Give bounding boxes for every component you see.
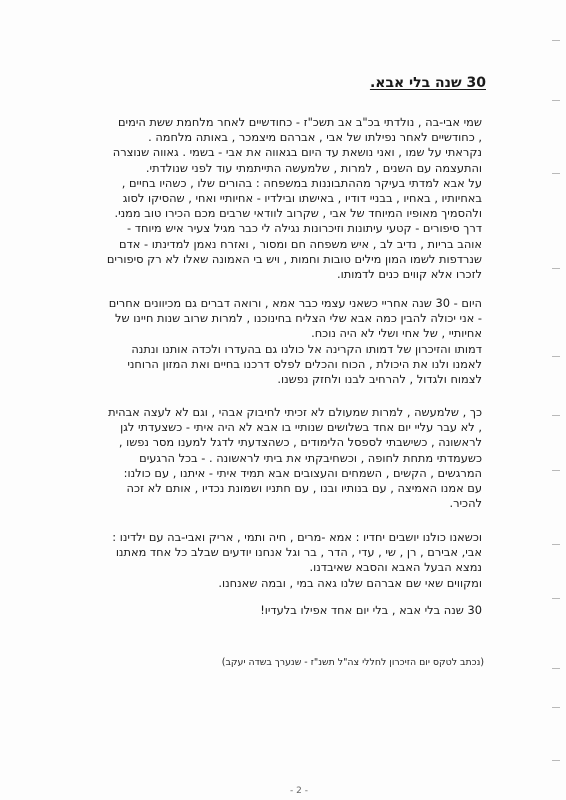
text-line: , כחודשיים לאחר נפילתו של אבי , אברהם מיצמכר , באותה מלחמה . <box>148 130 482 145</box>
margin-tick <box>552 544 560 545</box>
text-line: שנרדפות לשמו המון מילים טובות וחמות , ויש בי האמונה שאלו לא רק סיפורים <box>106 251 482 266</box>
text-line: ולהסמיך מאופיו המיוחד של אבי , שקרוב לוודאי שרבים מכם הכירו טוב ממני. <box>114 206 482 221</box>
text-line: כך , שלמעשה , למרות שמעולם לא זכיתי לחיבוק אבהי , וגם לא לעצה אבהית <box>108 405 482 419</box>
margin-tick <box>552 668 560 669</box>
margin-tick <box>552 760 560 761</box>
text-line: וכשאנו כולנו יושבים יחדיו : אמא -מרים , חיה ותמי , אריק ואבי-בה עם ילדינו : <box>112 530 482 544</box>
paragraph-closing <box>82 603 482 618</box>
text-line: נמצא הבעל האבא והסבא שאיבדנו. <box>309 560 482 575</box>
paragraph-family <box>82 530 482 591</box>
text-line: דמותו והזיכרון של דמותו הקרינה אל כולנו גם בהעדרו ולכדה אותנו ונתנה <box>131 341 482 356</box>
margin-tick <box>552 268 560 269</box>
text-line: באחיותיו , באחיו , בבניי דודיו , באישתו ובילדיו - אחיותיי ואחי , שהסיקו לסוג <box>122 191 482 206</box>
text-line: דרך סיפורים - קטעי עיתונות וזיכרונות נגילה לי כבר מגיל צעיר איש מיוחד - <box>127 221 482 236</box>
text-line: לצמוח ולגדול , להרחיב לבנו ולחזק נפשנו. <box>277 372 482 387</box>
page-number: - 2 - <box>290 786 308 796</box>
text-line: - אני יכולה להבין כמה אבא שלי הצליח בחינוכנו , למרות שרוב שנות חיינו של <box>115 311 482 326</box>
margin-tick <box>552 100 560 101</box>
footnote: (נכתב לטקס יום הזיכרון לחללי צה"ל תשנ"ז - שנערך בשדה יעקב) <box>221 657 484 668</box>
document-title: 30 שנה בלי אבא. <box>369 75 486 91</box>
text-line: , לא עבר עליי יום אחד בשלושים שנותיי בו אבא לא היה איתי - כשצעדתי לגן <box>120 420 482 435</box>
text-line: אבי, אבירם , רן , שי , עדי , הדר , בר וגל אנחנו יודעים שבלב כל אחד מאתנו <box>115 545 482 560</box>
text-line: והתעצמה עם השנים , למרות , שלמעשה התייתמתי עוד לפני שנולדתי. <box>145 160 482 175</box>
text-line: ומקווים שאי שם אברהם שלנו גאה במי , ובמה שאנחנו. <box>218 575 482 590</box>
text-line: שמי אבי-בה , נולדתי בכ"ב אב תשכ"ז - כחודשיים לאחר מלחמת ששת הימים <box>117 115 482 129</box>
text-line: אחיותיי , של אחי ושלי לא היה נוכח. <box>311 326 482 341</box>
margin-tick <box>552 598 560 599</box>
margin-tick <box>552 470 560 471</box>
text-line: עם אמנו האמיצה , עם בנותיו ובנו , עם חתניו ושמונת נכדיו , אותם לא זכה <box>126 481 482 496</box>
text-line: לראשונה , כשישבתי לספסל הלימודים , כשהצדעתי לדגל למענו מסר נפשו , <box>118 435 482 450</box>
paragraph-today <box>82 296 482 387</box>
paragraph-intro <box>82 115 482 282</box>
text-line: כשעמדתי מתחת לחופה , וכשחיבקתי את ביתי לראשונה . - בכל הרגעים <box>139 450 482 465</box>
text-line: 30 שנה בלי אבא , בלי יום אחד אפילו בלעדיו! <box>260 603 482 617</box>
margin-tick <box>552 707 560 708</box>
text-line: להכיר. <box>449 496 482 511</box>
text-line: לזכרו אלא קווים כנים לדמותו. <box>337 267 482 282</box>
margin-tick <box>552 356 560 357</box>
margin-tick <box>552 173 560 174</box>
text-line: המרגשים , הקשים , השמחים והעצובים אבא תמיד איתי - איתנו , עם כולנו: <box>123 465 482 480</box>
text-line: נקראתי על שמו , ואני נושאת עד היום בגאווה את אבי - בשמי . גאווה שנוצרה <box>112 145 482 160</box>
text-line: לאמנו ולנו את היכולת , הכוח והכלים לפלס דרכנו בחיים ואת המזון הרוחני <box>127 356 482 371</box>
margin-tick <box>552 415 560 416</box>
margin-tick <box>552 40 560 41</box>
paragraph-always-with-us <box>82 405 482 511</box>
text-line: היום - 30 שנה אחריי כשאני עצמי כבר אמא , ורואה דברים גם מכיוונים אחרים <box>108 296 482 310</box>
text-line: על אבא למדתי בעיקר מההתבוננות במשפחה : בהורים שלו , כשהיו בחיים , <box>121 175 482 190</box>
text-line: אוהב בריות , נדיב לב , איש משפחה חם ומסור , ואזרח נאמן למדינתו - אדם <box>118 236 482 251</box>
